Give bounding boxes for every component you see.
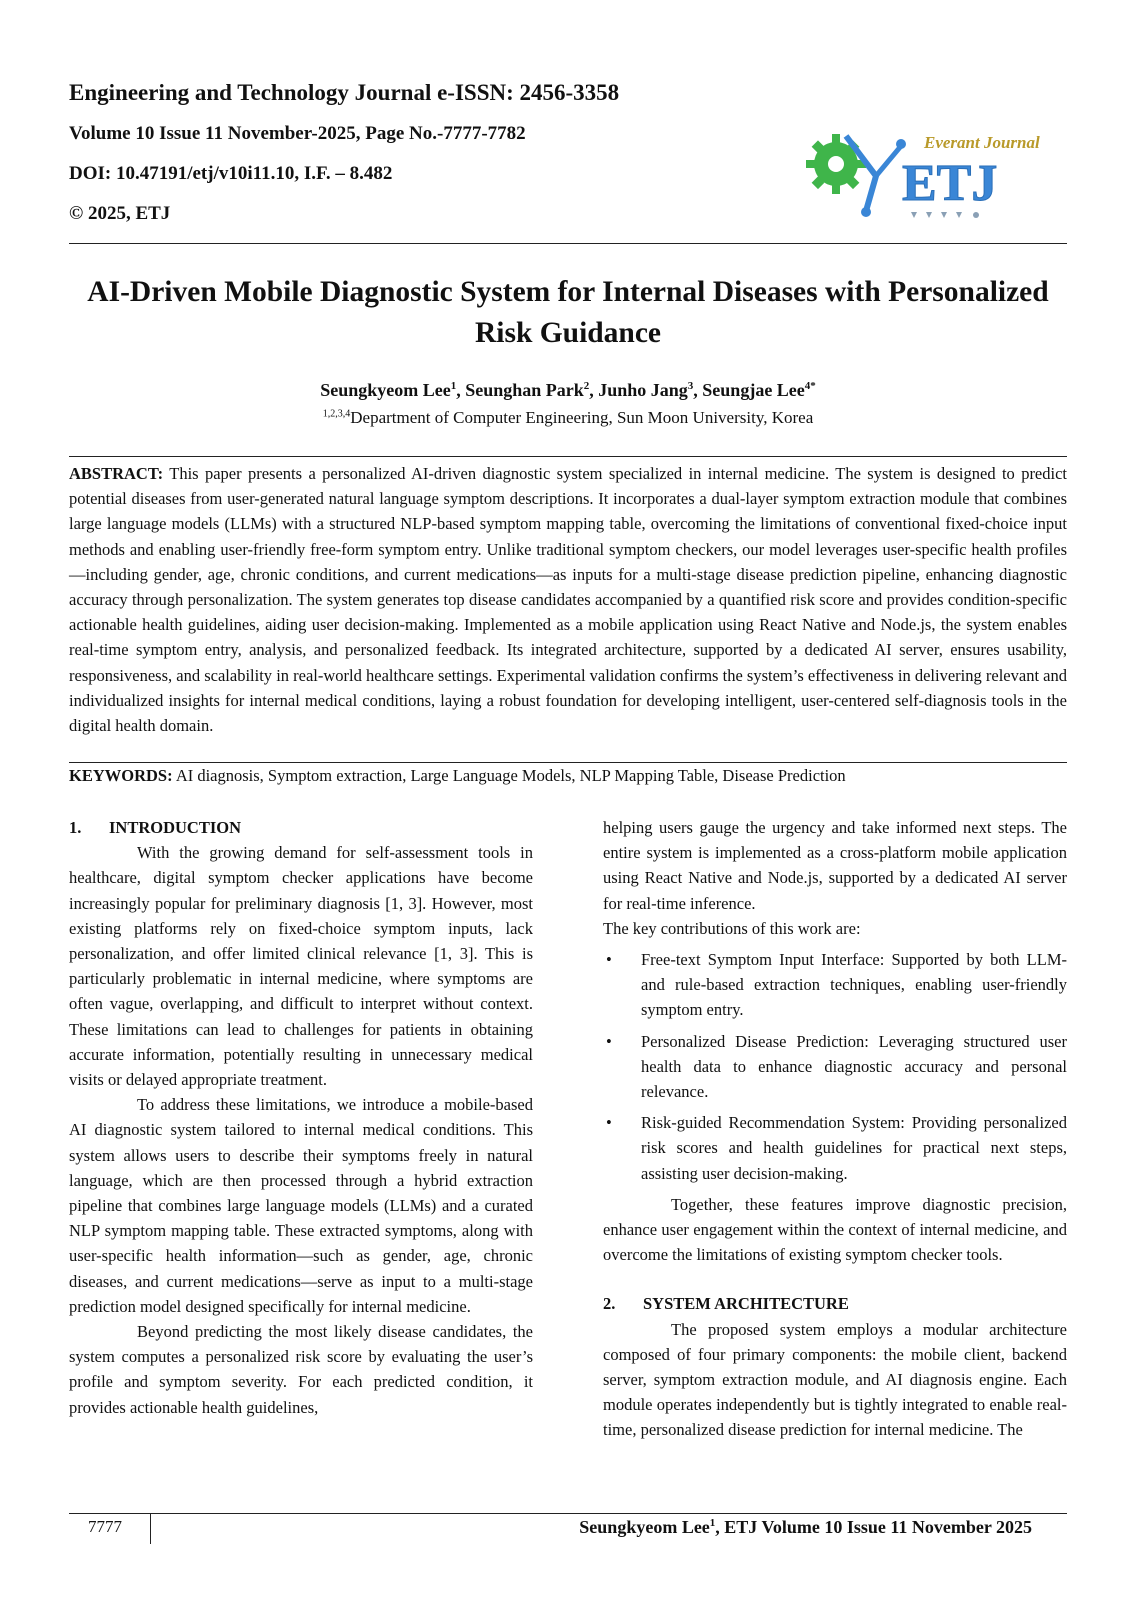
volume-line: Volume 10 Issue 11 November-2025, Page No.-7777-7782 — [69, 123, 526, 144]
section-title: INTRODUCTION — [109, 818, 242, 837]
section-title: SYSTEM ARCHITECTURE — [643, 1294, 849, 1314]
copyright-line: © 2025, ETJ — [69, 203, 171, 224]
abstract-text: This paper presents a personalized AI-driven diagnostic system specialized in internal medicine. The system is designed to predict potential diseases from user-generated natural language symptom descriptions. It incorporates a dual-layer symptom extraction module that combines large language models (LLMs) with a structured NLP-based symptom mapping table, overcoming the limitations of conventional fixed-choice input methods and enabling user-friendly free-form symptom entry. Unlike traditional symptom checkers, our model leverages user-specific health profiles—including gender, age, chronic conditions, and current medications—as inputs for a multi-stage disease prediction pipeline, enhancing diagnostic accuracy through personalization. The system generates top disease candidates accompanied by a quantified risk score and provides condition-specific actionable health guidelines, aiding user decision-making. Implemented as a mobile application using React Native and Node.js, the system enables real-time symptom entry, analysis, and personalized feedback. Its integrated architecture, supported by a dedicated AI server, ensures usability, responsiveness, and scalability in real-world healthcare settings. Experimental validation confirms the system’s effectiveness in delivering relevant and individualized insights for internal medical conditions, laying a robust foundation for developing intelligent, user-centered self-diagnosis tools in the digital health domain. — [69, 464, 1068, 736]
page-number: 7777 — [88, 1517, 122, 1536]
paragraph: Together, these features improve diagnostic precision, enhance user engagement within the context of internal medicine, and overcome the limitations of existing symptom checker tools. — [603, 1194, 1067, 1265]
contributions-intro: The key contributions of this work are: — [603, 918, 861, 938]
affiliation-sup: 1,2,3,4 — [322, 408, 351, 420]
author-sup: 1 — [450, 380, 457, 392]
logo-text: ETJ — [902, 155, 998, 212]
author-name: Junho Jang — [598, 380, 688, 400]
bullet-icon: • — [606, 950, 612, 970]
journal-logo — [806, 116, 1040, 224]
author-name: Seungkyeom Lee — [320, 380, 451, 400]
bullet-icon: • — [606, 1113, 612, 1133]
footer-author-sup: 1 — [709, 1517, 716, 1529]
keywords-text: AI diagnosis, Symptom extraction, Large Language Models, NLP Mapping Table, Disease Prediction — [175, 766, 846, 785]
author-name: Seunghan Park — [465, 380, 584, 400]
abstract — [69, 461, 1067, 738]
affiliation-text: Department of Computer Engineering, Sun Moon University, Korea — [350, 408, 814, 427]
journal-name: Engineering and Technology Journal e-ISSN: 2456-3358 — [69, 80, 620, 105]
section-number: 1. — [69, 818, 82, 837]
footer-citation — [579, 1517, 1032, 1538]
keywords — [69, 766, 1067, 786]
author-sup: 4* — [804, 380, 816, 392]
keywords-label: KEYWORDS: — [69, 766, 173, 785]
footer-divider — [150, 1514, 151, 1544]
right-column — [603, 815, 1067, 1443]
list-item: • Personalized Disease Prediction: Leveraging structured user health data to enhance diagnostic accuracy and personal relevance. — [603, 1029, 1067, 1105]
abstract-label: ABSTRACT: — [69, 464, 164, 483]
paper-title: AI-Driven Mobile Diagnostic System for Internal Diseases with Personalized Risk Guidance — [87, 276, 1049, 349]
header-rule — [69, 243, 1067, 244]
paragraph: To address these limitations, we introduce a mobile-based AI diagnostic system tailored to internal medical conditions. This system allows users to describe their symptoms freely in natural language, which are then processed through a hybrid extraction pipeline that combines large language models (LLMs) and a curated NLP symptom mapping table. These extracted symptoms, along with user-specific health information—such as gender, age, chronic diseases, and current medications—serve as input to a multi-stage prediction model designed specifically for internal medicine. — [69, 1095, 533, 1316]
paragraph: Beyond predicting the most likely disease candidates, the system computes a personalized risk score by evaluating the user’s profile and symptom severity. For each predicted condition, it provides actionable health guidelines, — [69, 1322, 533, 1417]
doi-line: DOI: 10.47191/etj/v10i11.10, I.F. – 8.482 — [69, 163, 393, 184]
footer-rule — [69, 1513, 1067, 1514]
section-number: 2. — [603, 1294, 616, 1314]
footer-citation-text: , ETJ Volume 10 Issue 11 November 2025 — [715, 1517, 1032, 1537]
left-column — [69, 815, 533, 1420]
abstract-top-rule — [69, 456, 1067, 457]
author-sup: 3 — [687, 380, 694, 392]
list-item: • Risk-guided Recommendation System: Providing personalized risk scores and health guidelines for practical next steps, assisting user decision-making. — [603, 1110, 1067, 1186]
paragraph: The proposed system employs a modular architecture composed of four primary components: the mobile client, backend server, symptom extraction module, and AI diagnosis engine. Each module operates independently but is tightly integrated to enable real-time, personalized disease prediction for internal medicine. The — [603, 1319, 1067, 1440]
list-item: • Free-text Symptom Input Interface: Supported by both LLM- and rule-based extraction techniques, enabling user-friendly symptom entry. — [603, 947, 1067, 1023]
paragraph: helping users gauge the urgency and take informed next steps. The entire system is implemented as a cross-platform mobile application using React Native and Node.js, supported by a dedicated AI server for real-time inference. — [603, 818, 1067, 913]
abstract-bottom-rule — [69, 762, 1067, 763]
contributions-list — [603, 947, 1067, 1186]
logo-top-text: Everant Journal — [924, 133, 1040, 152]
gear-icon — [806, 134, 866, 194]
section-heading — [69, 815, 533, 840]
author-name: Seungjae Lee — [702, 380, 805, 400]
bullet-icon: • — [606, 1031, 612, 1051]
affiliation — [69, 408, 1067, 428]
footer-author: Seungkyeom Lee — [579, 1517, 710, 1537]
author-sup: 2 — [583, 380, 590, 392]
paragraph: With the growing demand for self-assessment tools in healthcare, digital symptom checker applications have become increasingly popular for preliminary diagnosis [1, 3]. However, most existing platforms rely on fixed-choice symptom inputs, lack personalization, and offer limited clinical relevance [1, 3]. This is particularly problematic in internal medicine, where symptoms are often vague, overlapping, and difficult to interpret without context. These limitations can lead to challenges for patients in obtaining accurate information, potentially resulting in unnecessary medical visits or delayed appropriate treatment. — [69, 843, 533, 1090]
author-list: Seungkyeom Lee$^1$, Seunghan Park$^2$, Junho Jang$^3$, Seungjae Lee$^{4*}$ — [320, 380, 816, 400]
section-heading — [603, 1291, 1067, 1316]
